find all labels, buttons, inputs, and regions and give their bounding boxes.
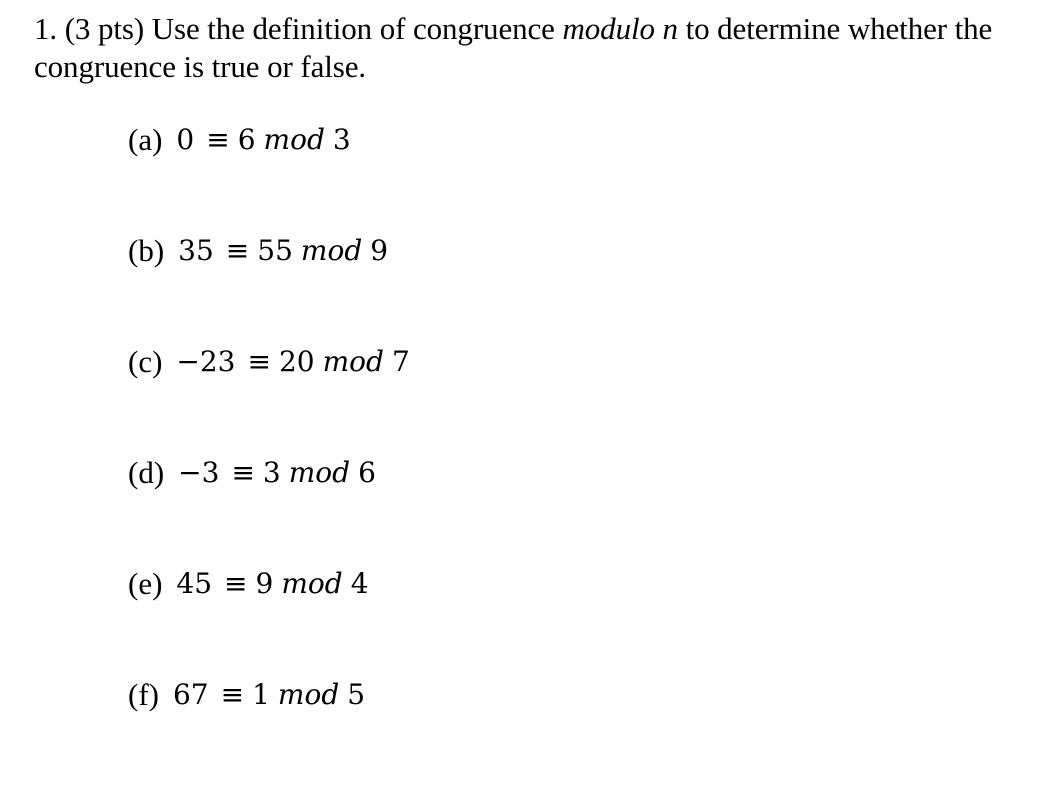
modulus-value: 6: [358, 456, 376, 489]
question-suffix: to determine whether the: [677, 11, 993, 46]
congruence-expression: [176, 342, 409, 382]
rhs-value: 9: [255, 567, 274, 600]
mod-word: mod: [277, 678, 340, 711]
congruence-symbol: ≡: [220, 678, 245, 711]
congruence-expression: [176, 120, 350, 160]
part-label: (c): [128, 344, 163, 379]
lhs-value: 45: [176, 567, 213, 600]
part-a: [128, 120, 410, 231]
rhs-value: 20: [278, 345, 315, 378]
mod-word: mod: [281, 567, 343, 600]
rhs-value: 55: [257, 234, 293, 267]
congruence-symbol: ≡: [225, 234, 250, 267]
part-e: [128, 564, 410, 675]
mod-word: mod: [288, 456, 351, 489]
question-prefix: 1. (3 pts) Use the definition of congruence: [34, 11, 563, 46]
lhs-value: 35: [178, 234, 214, 267]
part-label: (f): [128, 677, 159, 712]
modulus-value: 7: [391, 345, 410, 378]
rhs-value: 6: [237, 123, 256, 156]
lhs-value: 67: [172, 678, 209, 711]
part-label: (b): [128, 233, 165, 268]
part-d: [128, 453, 410, 564]
modulus-value: 3: [332, 123, 351, 156]
congruence-expression: [173, 675, 365, 715]
parts-list: [128, 120, 410, 786]
part-label: (a): [128, 122, 163, 157]
lhs-value: 0: [176, 123, 195, 156]
mod-word: mod: [322, 345, 384, 378]
modulus-value: 9: [370, 234, 389, 267]
part-label: (e): [128, 566, 163, 601]
part-b: [128, 231, 410, 342]
mod-word: mod: [263, 123, 325, 156]
congruence-expression: [176, 564, 368, 604]
part-c: [128, 342, 410, 453]
lhs-value: −23: [176, 345, 236, 378]
rhs-value: 1: [252, 678, 270, 711]
rhs-value: 3: [262, 456, 281, 489]
question-line-1: [34, 10, 1044, 48]
question-prompt: [34, 10, 1044, 86]
modulus-value: 4: [350, 567, 369, 600]
mod-word: mod: [300, 234, 363, 267]
modulus-value: 5: [347, 678, 366, 711]
congruence-symbol: ≡: [206, 123, 230, 156]
congruence-expression: [178, 453, 376, 493]
congruence-symbol: ≡: [231, 456, 255, 489]
part-f: [128, 675, 410, 786]
congruence-expression: [178, 231, 388, 271]
congruence-symbol: ≡: [224, 567, 248, 600]
part-label: (d): [128, 455, 165, 490]
congruence-symbol: ≡: [247, 345, 271, 378]
question-emphasis: modulo n: [562, 11, 678, 46]
question-line-2: congruence is true or false.: [34, 49, 367, 84]
lhs-value: −3: [178, 456, 220, 489]
